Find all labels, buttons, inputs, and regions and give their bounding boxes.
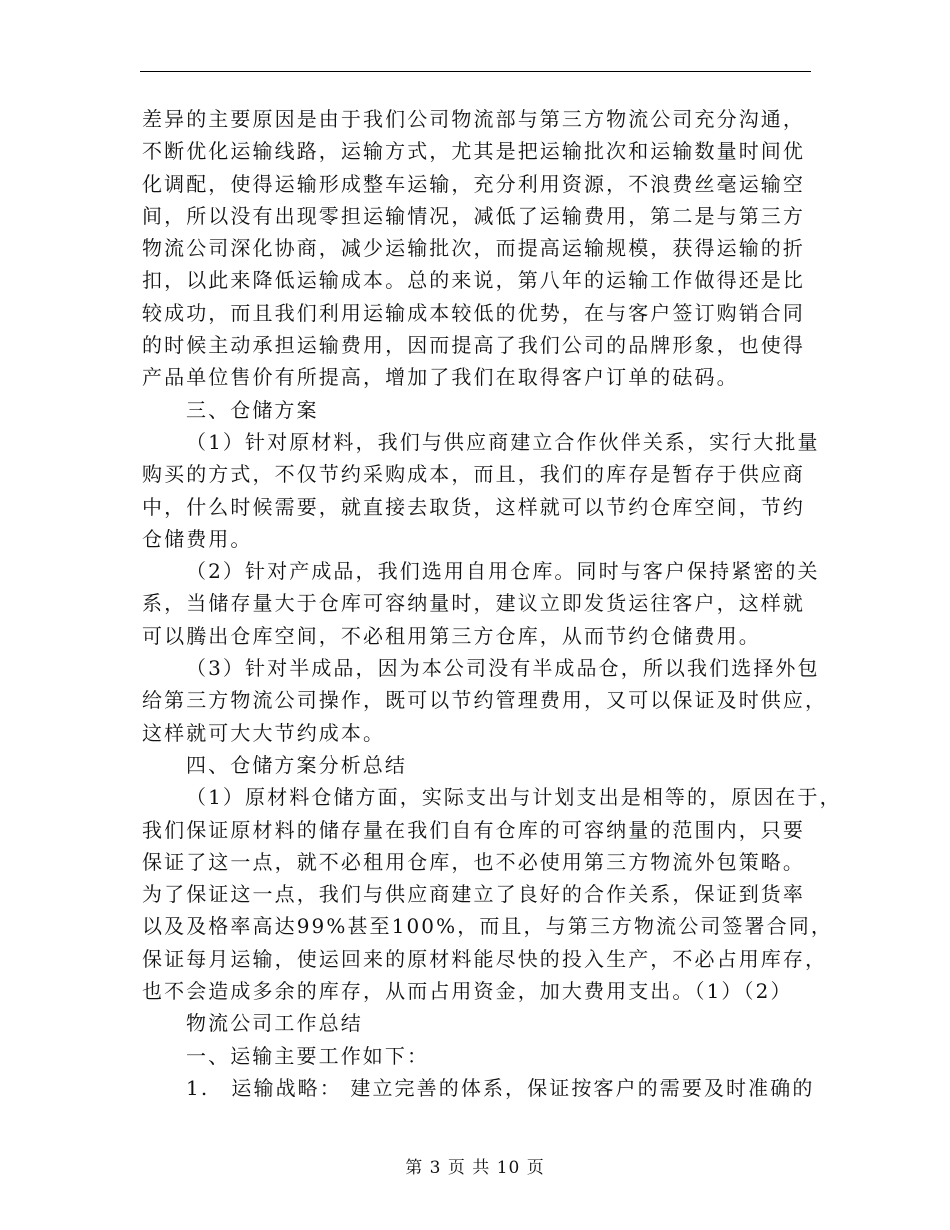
text-line: 为了保证这一点，我们与供应商建立了良好的合作关系，保证到货率 — [142, 882, 805, 907]
header-rule — [140, 71, 811, 72]
text-line: 仓储费用。 — [142, 526, 253, 551]
section-heading: 四、仓储方案分析总结 — [186, 752, 407, 777]
text-line: 保证了这一点，就不必租用仓库，也不必使用第三方物流外包策略。 — [142, 849, 805, 874]
text-line: 化调配，使得运输形成整车运输，充分利用资源，不浪费丝毫运输空 — [142, 171, 805, 196]
text-line: 购买的方式，不仅节约采购成本，而且，我们的库存是暂存于供应商 — [142, 462, 805, 487]
text-line: 以及及格率高达99%甚至100%，而且，与第三方物流公司签署合同， — [142, 914, 833, 939]
text-line: 系，当储存量大于仓库可容纳量时，建议立即发货运往客户，这样就 — [142, 591, 805, 616]
text-line: 也不会造成多余的库存，从而占用资金，加大费用支出。（1）（2） — [142, 979, 793, 1004]
text-line: 中，什么时候需要，就直接去取货，这样就可以节约仓库空间，节约 — [142, 494, 805, 519]
text-line: 我们保证原材料的储存量在我们自有仓库的可容纳量的范围内，只要 — [142, 817, 805, 842]
text-line: 物流公司深化协商，减少运输批次，而提高运输规模，获得运输的折 — [142, 236, 805, 261]
document-body — [142, 103, 842, 1104]
text-line: （1）针对原材料，我们与供应商建立合作伙伴关系，实行大批量 — [186, 429, 820, 454]
text-line: （1）原材料仓储方面，实际支出与计划支出是相等的，原因在于， — [186, 785, 842, 810]
text-line: 差异的主要原因是由于我们公司物流部与第三方物流公司充分沟通， — [142, 107, 805, 131]
text-line: 扣，以此来降低运输成本。总的来说，第八年的运输工作做得还是比 — [142, 268, 805, 293]
section-heading: 物流公司工作总结 — [186, 1011, 363, 1036]
text-line: 可以腾出仓库空间，不必租用第三方仓库，从而节约仓储费用。 — [142, 623, 761, 648]
list-item: 1. 运输战略： 建立完善的体系，保证按客户的需要及时准确的 — [186, 1075, 815, 1100]
text-line: （3）针对半成品，因为本公司没有半成品仓，所以我们选择外包 — [186, 656, 820, 681]
text-line: （2）针对产成品，我们选用自用仓库。同时与客户保持紧密的关 — [186, 559, 820, 584]
section-heading: 一、运输主要工作如下： — [186, 1043, 430, 1068]
text-line: 这样就可大大节约成本。 — [142, 720, 386, 745]
text-line: 产品单位售价有所提高，增加了我们在取得客户订单的砝码。 — [142, 365, 739, 390]
text-line: 不断优化运输线路，运输方式，尤其是把运输批次和运输数量时间优 — [142, 139, 805, 164]
section-heading: 三、仓储方案 — [186, 397, 319, 422]
text-line: 保证每月运输，使运回来的原材料能尽快的投入生产，不必占用库存， — [142, 946, 828, 971]
text-line: 较成功，而且我们利用运输成本较低的优势，在与客户签订购销合同 — [142, 300, 805, 325]
text-line: 的时候主动承担运输费用，因而提高了我们公司的品牌形象，也使得 — [142, 333, 805, 358]
text-line: 间，所以没有出现零担运输情况，减低了运输费用，第二是与第三方 — [142, 203, 805, 228]
page-footer: 第 3 页 共 10 页 — [405, 1158, 545, 1178]
text-line: 给第三方物流公司操作，既可以节约管理费用，又可以保证及时供应， — [142, 688, 828, 713]
